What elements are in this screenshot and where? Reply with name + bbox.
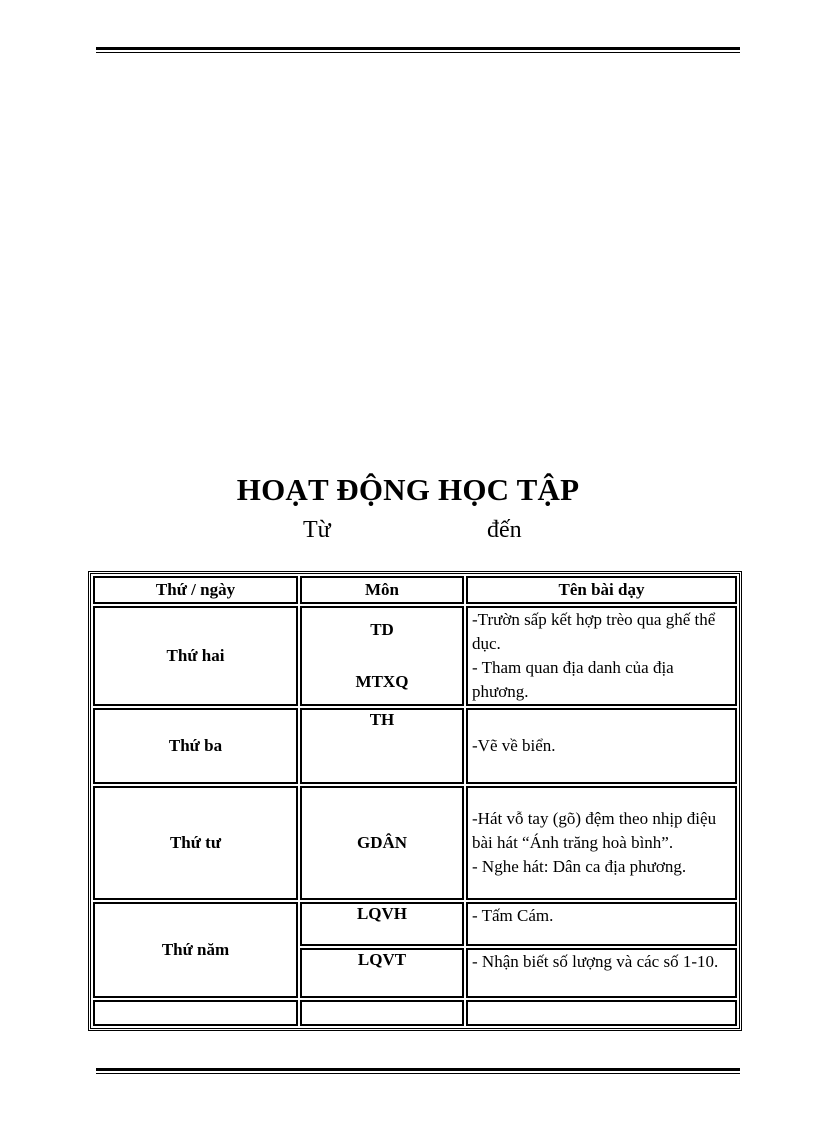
subject-cell: TH [300, 708, 464, 784]
day-cell: Thứ tư [93, 786, 298, 900]
column-header-lesson: Tên bài dạy [466, 576, 737, 604]
subject-cell: LQVT [300, 948, 464, 998]
lesson-cell [466, 606, 737, 706]
empty-cell [93, 1000, 298, 1026]
empty-cell [466, 1000, 737, 1026]
column-header-subject: Môn [300, 576, 464, 604]
lesson-cell [466, 902, 737, 946]
date-to-label: đến [487, 517, 522, 543]
lesson-text: -Vẽ về biển. [472, 736, 556, 755]
subject-cell [300, 606, 464, 706]
table-header-row [93, 576, 737, 604]
subject-code: TD [370, 620, 394, 639]
table-row [93, 902, 737, 946]
table-row [93, 606, 737, 706]
page-title: HOẠT ĐỘNG HỌC TẬP [236, 472, 580, 507]
lesson-cell [466, 708, 737, 784]
subject-code: MTXQ [355, 672, 409, 691]
schedule-table [88, 571, 742, 1031]
table-row [93, 786, 737, 900]
lesson-text: - Tấm Cám. [472, 906, 554, 925]
lesson-text: -Hát vỗ tay (gõ) đệm theo nhịp điệu bài hát “Ánh trăng hoà bình”. [472, 809, 717, 852]
lesson-text: - Nghe hát: Dân ca địa phương. [472, 857, 687, 876]
bottom-horizontal-rule [96, 1068, 740, 1074]
empty-cell [300, 1000, 464, 1026]
day-cell: Thứ năm [93, 902, 298, 998]
subject-cell: GDÂN [300, 786, 464, 900]
lesson-text: -Trườn sấp kết hợp trèo qua ghế thể dục. [472, 610, 716, 653]
lesson-text: - Nhận biết số lượng và các số 1-10. [472, 952, 719, 971]
lesson-cell [466, 786, 737, 900]
column-header-day: Thứ / ngày [93, 576, 298, 604]
table-row-empty [93, 1000, 737, 1026]
date-from-label: Từ [303, 517, 331, 543]
subject-cell: LQVH [300, 902, 464, 946]
lesson-cell [466, 948, 737, 998]
top-horizontal-rule [96, 47, 740, 53]
table-row [93, 708, 737, 784]
lesson-text: - Tham quan địa danh của địa phương. [472, 658, 674, 701]
day-cell: Thứ hai [93, 606, 298, 706]
day-cell: Thứ ba [93, 708, 298, 784]
